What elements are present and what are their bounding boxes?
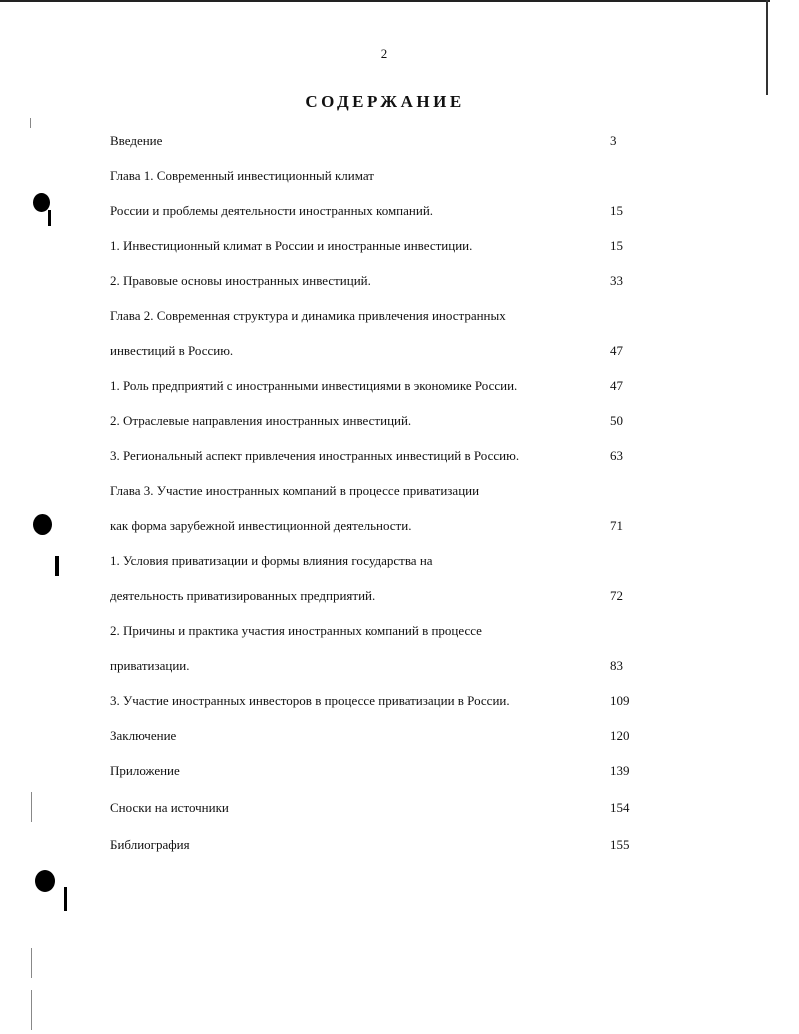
toc-entry-page: 47 xyxy=(610,343,623,358)
toc-entry xyxy=(110,166,640,186)
toc-entry-title: Глава 2. Современная структура и динамика привлечения иностранных xyxy=(110,308,506,323)
toc-entry-title: Глава 1. Современный инвестиционный климат xyxy=(110,168,374,183)
toc-entry xyxy=(110,551,640,571)
toc-entry-title: 1. Условия приватизации и формы влияния государства на xyxy=(110,553,433,568)
toc-entry-title: Приложение xyxy=(110,763,180,778)
toc-entry-page: 50 xyxy=(610,413,623,428)
toc-entry-title: инвестиций в Россию. xyxy=(110,343,234,358)
scan-margin-mark xyxy=(31,792,32,822)
toc-entry xyxy=(110,411,640,431)
scan-top-border xyxy=(0,0,770,2)
toc-entry-title: Введение xyxy=(110,133,163,148)
scan-margin-mark xyxy=(30,118,31,128)
toc-entry-page: 139 xyxy=(610,763,630,778)
toc-entry-title: 2. Отраслевые направления иностранных инвестиций. xyxy=(110,413,412,428)
toc-entry-page: 83 xyxy=(610,658,623,673)
toc-entry xyxy=(110,835,640,855)
toc-entry-title: приватизации. xyxy=(110,658,190,673)
punch-hole-mark xyxy=(55,556,59,576)
toc-entry xyxy=(110,656,640,676)
toc-entry xyxy=(110,516,640,536)
toc-entry-page: 15 xyxy=(610,203,623,218)
toc-entry-page: 3 xyxy=(610,133,617,148)
scan-right-border xyxy=(766,0,768,95)
toc-entry-page: 63 xyxy=(610,448,623,463)
toc-entry-title: Библиография xyxy=(110,837,190,852)
toc-entry xyxy=(110,691,640,711)
toc-entry xyxy=(110,726,640,746)
toc-entry xyxy=(110,271,640,291)
toc-entry-page: 109 xyxy=(610,693,630,708)
toc-entry-title: 1. Инвестиционный климат в России и иностранные инвестиции. xyxy=(110,238,473,253)
toc-entry-title: Сноски на источники xyxy=(110,800,229,815)
toc-entry xyxy=(110,306,640,326)
punch-hole-mark xyxy=(64,887,67,911)
toc-entry-title: деятельность приватизированных предприятий. xyxy=(110,588,376,603)
toc-entry-page: 33 xyxy=(610,273,623,288)
toc-entry xyxy=(110,621,640,641)
scan-margin-mark xyxy=(31,990,32,1030)
toc-entry xyxy=(110,236,640,256)
toc-entry-page: 120 xyxy=(610,728,630,743)
toc-entry-title: 2. Причины и практика участия иностранных компаний в процессе xyxy=(110,623,482,638)
toc-entry-page: 71 xyxy=(610,518,623,533)
toc-entry xyxy=(110,131,640,151)
toc-entry-title: 3. Региональный аспект привлечения иностранных инвестиций в Россию. xyxy=(110,448,520,463)
toc-entry-title: 1. Роль предприятий с иностранными инвестициями в экономике России. xyxy=(110,378,518,393)
toc-entry xyxy=(110,798,640,818)
toc-entry-title: Заключение xyxy=(110,728,177,743)
toc-entry xyxy=(110,446,640,466)
toc-entry-title: 2. Правовые основы иностранных инвестиций. xyxy=(110,273,371,288)
page-title: СОДЕРЖАНИЕ xyxy=(305,92,465,111)
toc-entry-title: России и проблемы деятельности иностранных компаний. xyxy=(110,203,434,218)
toc-entry-title: Глава 3. Участие иностранных компаний в процессе приватизации xyxy=(110,483,480,498)
toc-entry xyxy=(110,341,640,361)
toc-entry-page: 47 xyxy=(610,378,623,393)
toc-entry xyxy=(110,481,640,501)
punch-hole-mark xyxy=(48,210,51,226)
toc-entry-title: как форма зарубежной инвестиционной деятельности. xyxy=(110,518,412,533)
toc-entry-page: 155 xyxy=(610,837,630,852)
punch-hole xyxy=(33,514,52,535)
toc-entry-page: 15 xyxy=(610,238,623,253)
page-number: 2 xyxy=(380,46,388,61)
toc-entry-title: 3. Участие иностранных инвесторов в процессе приватизации в России. xyxy=(110,693,510,708)
toc-entry xyxy=(110,201,640,221)
toc-entry xyxy=(110,376,640,396)
toc-entry xyxy=(110,761,640,781)
toc-entry-page: 72 xyxy=(610,588,623,603)
toc-entry-page: 154 xyxy=(610,800,630,815)
punch-hole xyxy=(35,870,55,892)
scan-margin-mark xyxy=(31,948,32,978)
toc-entry xyxy=(110,586,640,606)
